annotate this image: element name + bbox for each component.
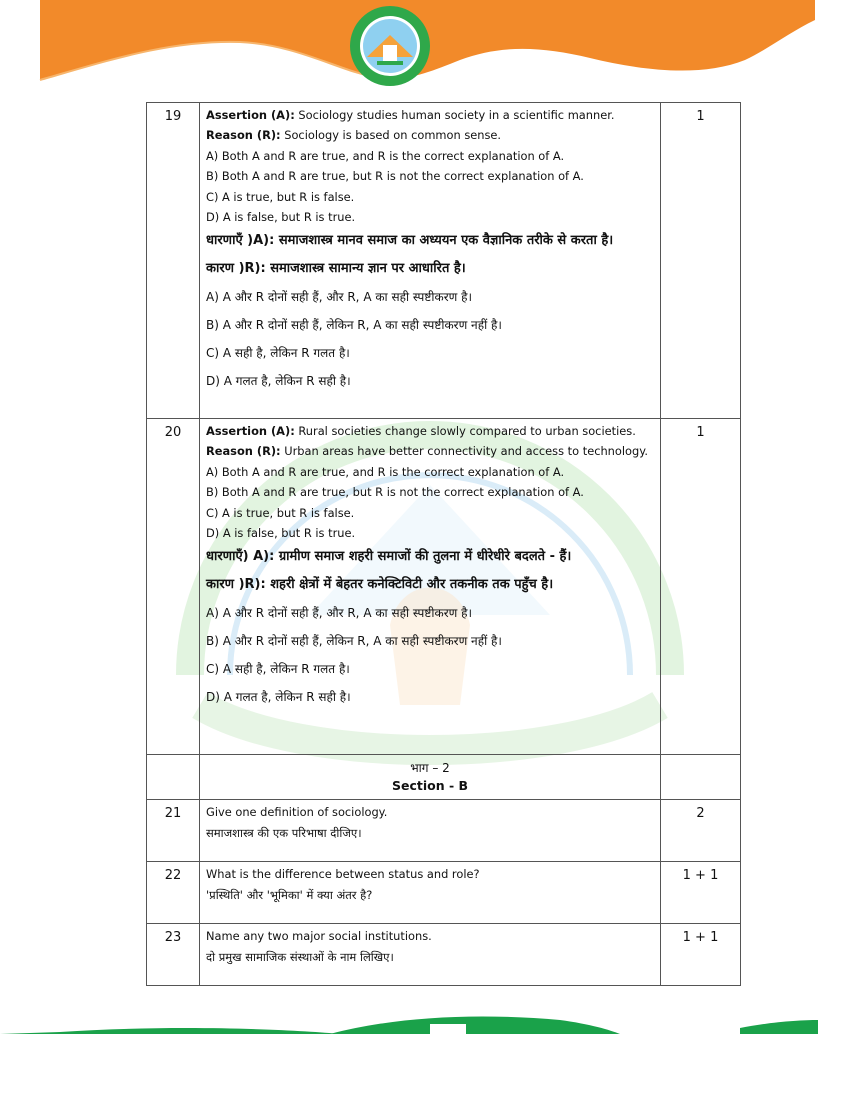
hindi-assertion: धारणाएँ )A): समाजशास्त्र मानव समाज का अध्ययन एक वैज्ञानिक तरीके से करता है। bbox=[206, 233, 614, 249]
footer-banner bbox=[0, 1010, 850, 1100]
assertion-label: Assertion (A): bbox=[206, 424, 295, 438]
question-marks: 1 + 1 bbox=[661, 924, 741, 986]
reason-label: Reason (R): bbox=[206, 444, 281, 459]
option: C) A is true, but R is false. bbox=[206, 505, 355, 520]
hindi-option: C) A सही है, लेकिन R गलत है। bbox=[206, 346, 350, 361]
option: A) Both A and R are true, and R is the correct explanation of A. bbox=[206, 464, 565, 479]
table-row bbox=[147, 924, 741, 986]
question-text-hindi: 'प्रस्थिति' और 'भूमिका' में क्या अंतर है? bbox=[206, 888, 373, 903]
table-row bbox=[147, 419, 741, 755]
question-text: Name any two major social institutions. bbox=[206, 929, 432, 943]
hindi-option: A) A और R दोनों सही हैं, और R, A का सही स्पष्टीकरण है। bbox=[206, 606, 473, 621]
hindi-reason: कारण )R): शहरी क्षेत्रों में बेहतर कनेक्टिविटी और तकनीक तक पहुँच है। bbox=[206, 577, 554, 593]
assertion-text: Rural societies change slowly compared to urban societies. bbox=[294, 424, 636, 438]
question-marks: 2 bbox=[661, 800, 741, 862]
hindi-option: D) A गलत है, लेकिन R सही है। bbox=[206, 690, 351, 705]
option: D) A is false, but R is true. bbox=[206, 210, 356, 225]
question-text-hindi: दो प्रमुख सामाजिक संस्थाओं के नाम लिखिए। bbox=[206, 950, 394, 965]
hindi-option: A) A और R दोनों सही हैं, और R, A का सही स्पष्टीकरण है। bbox=[206, 290, 473, 305]
question-text: What is the difference between status and role? bbox=[206, 867, 480, 881]
question-text-hindi: समाजशास्त्र की एक परिभाषा दीजिए। bbox=[206, 826, 362, 841]
empty-cell bbox=[661, 755, 741, 800]
empty-cell bbox=[147, 755, 200, 800]
reason-text: Sociology is based on common sense. bbox=[280, 128, 502, 143]
option: C) A is true, but R is false. bbox=[206, 189, 355, 204]
hindi-option: B) A और R दोनों सही हैं, लेकिन R, A का सही स्पष्टीकरण नहीं है। bbox=[206, 318, 502, 333]
question-number: 19 bbox=[147, 103, 200, 419]
question-content bbox=[200, 800, 661, 862]
hindi-assertion: धारणाएँ) A): ग्रामीण समाज शहरी समाजों की तुलना में धीरेधीरे बदलते - हैं। bbox=[206, 549, 572, 565]
section-heading bbox=[200, 755, 661, 800]
hindi-option: C) A सही है, लेकिन R गलत है। bbox=[206, 662, 350, 677]
table-row bbox=[147, 103, 741, 419]
section-row bbox=[147, 755, 741, 800]
question-marks: 1 bbox=[661, 419, 741, 755]
option: B) Both A and R are true, but R is not the correct explanation of A. bbox=[206, 485, 584, 500]
board-logo bbox=[347, 5, 433, 87]
question-table bbox=[146, 102, 741, 986]
question-number: 21 bbox=[147, 800, 200, 862]
question-number: 22 bbox=[147, 862, 200, 924]
option: A) Both A and R are true, and R is the correct explanation of A. bbox=[206, 148, 565, 163]
assertion-label: Assertion (A): bbox=[206, 108, 295, 122]
assertion-text: Sociology studies human society in a scientific manner. bbox=[294, 108, 615, 122]
hindi-reason: कारण )R): समाजशास्त्र सामान्य ज्ञान पर आधारित है। bbox=[206, 261, 466, 277]
table-row bbox=[147, 862, 741, 924]
reason-label: Reason (R): bbox=[206, 128, 281, 143]
question-content bbox=[200, 862, 661, 924]
option: B) Both A and R are true, but R is not the correct explanation of A. bbox=[206, 169, 584, 184]
section-title-hindi: भाग – 2 bbox=[410, 761, 450, 775]
question-content bbox=[200, 103, 661, 419]
question-text: Give one definition of sociology. bbox=[206, 805, 388, 819]
hindi-option: B) A और R दोनों सही हैं, लेकिन R, A का सही स्पष्टीकरण नहीं है। bbox=[206, 634, 502, 649]
question-number: 20 bbox=[147, 419, 200, 755]
question-number: 23 bbox=[147, 924, 200, 986]
question-marks: 1 + 1 bbox=[661, 862, 741, 924]
question-marks: 1 bbox=[661, 103, 741, 419]
table-row bbox=[147, 800, 741, 862]
hindi-option: D) A गलत है, लेकिन R सही है। bbox=[206, 374, 351, 389]
reason-text: Urban areas have better connectivity and access to technology. bbox=[280, 444, 648, 459]
section-title: Section - B bbox=[391, 778, 469, 793]
question-content bbox=[200, 419, 661, 755]
question-content bbox=[200, 924, 661, 986]
option: D) A is false, but R is true. bbox=[206, 526, 356, 541]
